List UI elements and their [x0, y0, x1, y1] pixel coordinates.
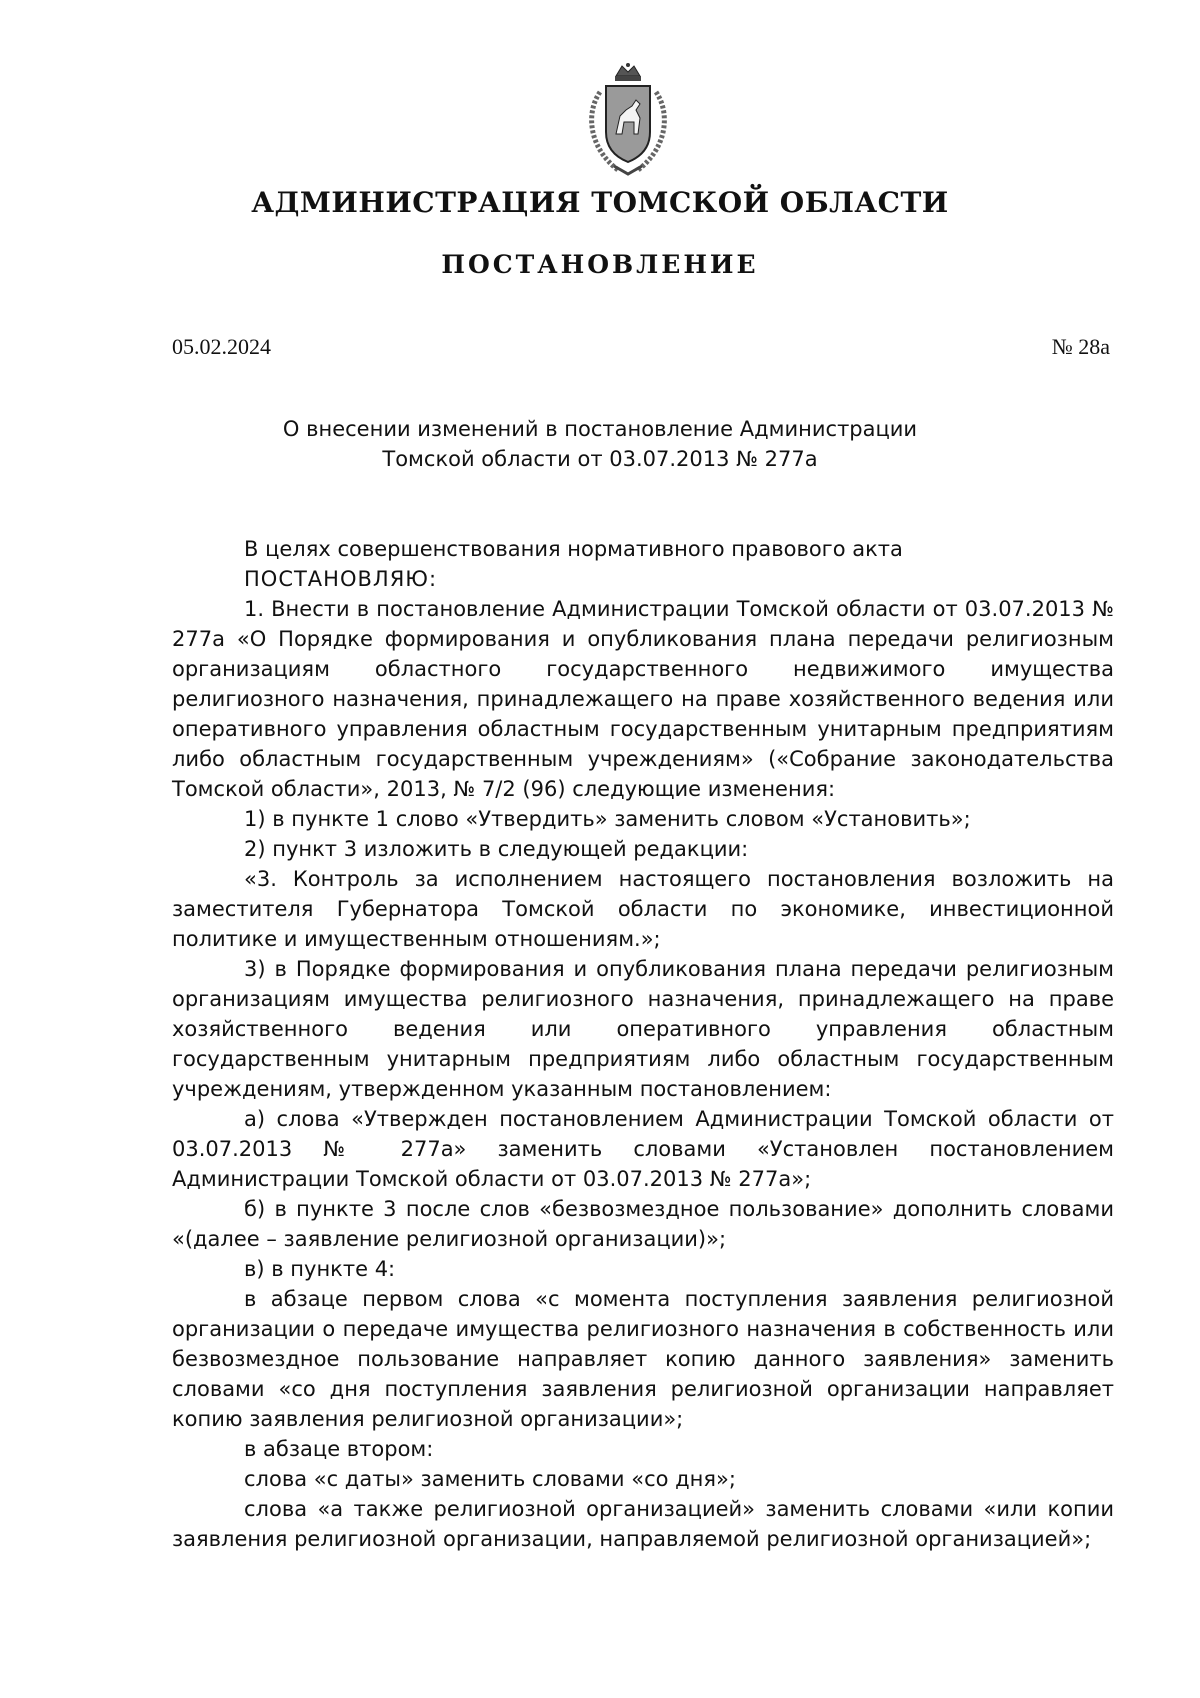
paragraph-9: в абзаце первом слова «с момента поступления заявления религиозной организации о передаче имущества религиозного назначения в собственность или безвозмездное пользование направляет копию данного заявления» заменить словами «со дня поступления заявления религиозной организации направляет копию заявления религиозной организации»; [172, 1287, 1114, 1431]
paragraph-7: б) в пункте 3 после слов «безвозмездное пользование» дополнить словами «(далее – заявление религиозной организации)»; [172, 1197, 1114, 1251]
preamble: В целях совершенствования нормативного правового акта [244, 537, 903, 561]
paragraph-8: в) в пункте 4: [244, 1257, 396, 1281]
paragraph-1: 1. Внести в постановление Администрации Томской области от 03.07.2013 № 277а «О Порядке формирования и опубликования плана передачи религиозным организациям областного государственного недвижимого имущества религиозного назначения, принадлежащего на праве хозяйственного ведения или оперативного управления областным государственным унитарным предприятиям либо областным государственным учреждениям» («Собрание законодательства Томской области», 2013, № 7/2 (96) следующие изменения: [172, 597, 1114, 801]
paragraph-10: в абзаце втором: [244, 1437, 434, 1461]
paragraph-3: 2) пункт 3 изложить в следующей редакции: [244, 837, 749, 861]
paragraph-2: 1) в пункте 1 слово «Утвердить» заменить словом «Установить»; [244, 807, 971, 831]
document-number: № 28а [1051, 334, 1110, 359]
document-subject [0, 414, 1200, 474]
subject-line-2: Томской области от 03.07.2013 № 277а [382, 447, 818, 471]
organization-title: АДМИНИСТРАЦИЯ ТОМСКОЙ ОБЛАСТИ [251, 186, 949, 219]
subject-line-1: О внесении изменений в постановление Администрации [282, 417, 918, 441]
document-body [172, 534, 1114, 1554]
coat-of-arms-icon [578, 62, 678, 182]
document-type: ПОСТАНОВЛЕНИЕ [441, 250, 759, 279]
paragraph-4: «3. Контроль за исполнением настоящего постановления возложить на заместителя Губернатора Томской области по экономике, инвестиционной политике и имущественным отношениям.»; [172, 867, 1114, 951]
paragraph-12: слова «а также религиозной организацией» заменить словами «или копии заявления религиозной организации, направляемой религиозной организацией»; [172, 1497, 1114, 1551]
paragraph-5: 3) в Порядке формирования и опубликования плана передачи религиозным организациям имущества религиозного назначения, принадлежащего на праве хозяйственного ведения или оперативного управления областным государственным унитарным предприятиям либо областным государственным учреждениям, утвержденном указанным постановлением: [172, 957, 1114, 1101]
paragraph-6: а) слова «Утвержден постановлением Администрации Томской области от 03.07.2013 № 277а» заменить словами «Установлен постановлением Администрации Томской области от 03.07.2013 № 277а»; [172, 1107, 1114, 1191]
document-date: 05.02.2024 [172, 334, 271, 359]
paragraph-11: слова «с даты» заменить словами «со дня»; [244, 1467, 736, 1491]
decree-word: ПОСТАНОВЛЯЮ: [244, 567, 438, 591]
